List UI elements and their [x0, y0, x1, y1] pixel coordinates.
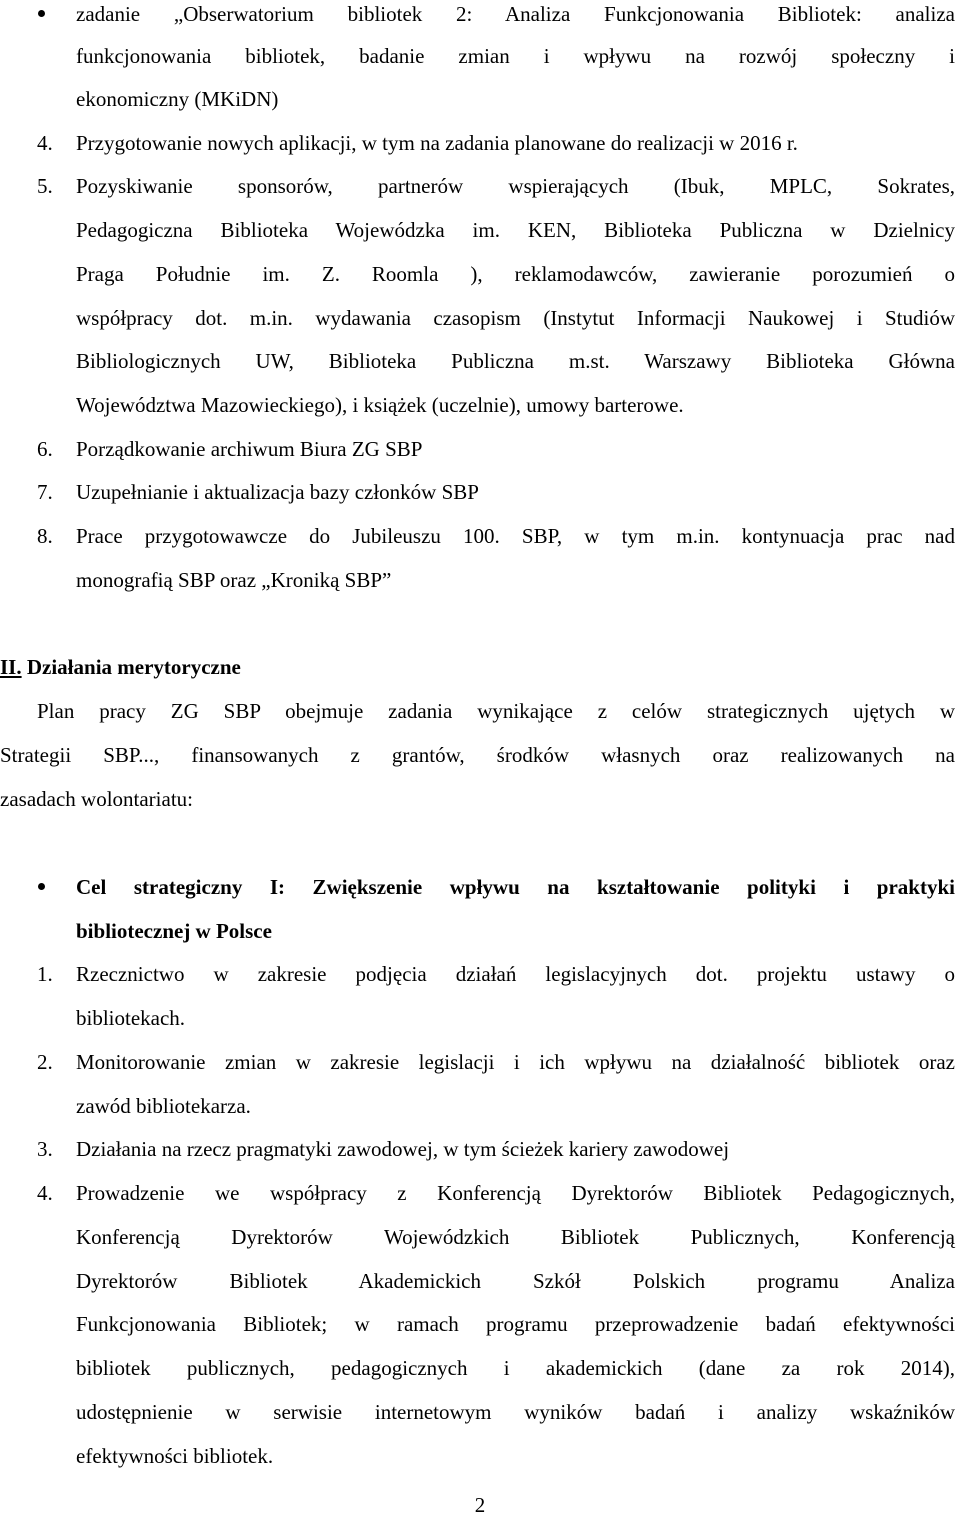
- text-line: efektywności bibliotek.: [76, 1444, 274, 1468]
- list-number: 4.: [37, 1181, 53, 1205]
- paragraph-line: zasadach wolontariatu:: [0, 787, 193, 811]
- text-line: funkcjonowania bibliotek, badanie zmian i wpływu na rozwój społeczny i: [76, 44, 955, 68]
- list-number: 7.: [37, 480, 53, 504]
- text-line: Pozyskiwanie sponsorów, partnerów wspierających (Ibuk, MPLC, Sokrates,: [76, 174, 955, 198]
- text-line: bibliotekach.: [76, 1006, 186, 1030]
- paragraph-line: Strategii SBP..., finansowanych z grantów, środków własnych oraz realizowanych na: [0, 743, 955, 767]
- text-line: Prace przygotowawcze do Jubileuszu 100. SBP, w tym m.in. kontynuacja prac nad: [76, 524, 955, 548]
- text-line: Pedagogiczna Biblioteka Wojewódzka im. KEN, Biblioteka Publiczna w Dzielnicy: [76, 218, 955, 242]
- bullet-icon: [38, 10, 45, 17]
- text-line: Działania na rzecz pragmatyki zawodowej, w tym ścieżek kariery zawodowej: [76, 1137, 730, 1161]
- text-line: monografią SBP oraz „Kroniką SBP”: [76, 568, 392, 592]
- text-line: Rzecznictwo w zakresie podjęcia działań legislacyjnych dot. projektu ustawy o: [76, 962, 955, 986]
- text-line: Monitorowanie zmian w zakresie legislacji i ich wpływu na działalność bibliotek oraz: [76, 1050, 955, 1074]
- list-number: 6.: [37, 437, 53, 461]
- list-number: 4.: [37, 131, 53, 155]
- list-number: 8.: [37, 524, 53, 548]
- list-number: 5.: [37, 174, 53, 198]
- paragraph-line: Plan pracy ZG SBP obejmuje zadania wynikające z celów strategicznych ujętych w: [37, 699, 955, 723]
- text-line: zawód bibliotekarza.: [76, 1094, 251, 1118]
- text-line: Bibliologicznych UW, Biblioteka Publiczna m.st. Warszawy Biblioteka Główna: [76, 349, 955, 373]
- text-line: Prowadzenie we współpracy z Konferencją Dyrektorów Bibliotek Pedagogicznych,: [76, 1181, 955, 1205]
- text-line: Funkcjonowania Bibliotek; w ramach programu przeprowadzenie badań efektywności: [76, 1312, 955, 1336]
- section-heading: [0, 652, 241, 682]
- list-number: 1.: [37, 962, 53, 986]
- section-number: II.: [0, 655, 22, 679]
- goal-heading: bibliotecznej w Polsce: [76, 919, 272, 943]
- text-line: Konferencją Dyrektorów Wojewódzkich Bibliotek Publicznych, Konferencją: [76, 1225, 955, 1249]
- text-line: Przygotowanie nowych aplikacji, w tym na zadania planowane do realizacji w 2016 r.: [76, 131, 798, 155]
- text-line: zadanie „Obserwatorium bibliotek 2: Analiza Funkcjonowania Bibliotek: analiza: [76, 2, 955, 26]
- text-line: Praga Południe im. Z. Roomla ), reklamodawców, zawieranie porozumień o: [76, 262, 955, 286]
- text-line: Województwa Mazowieckiego), i książek (uczelnie), umowy barterowe.: [76, 393, 684, 417]
- text-line: ekonomiczny (MKiDN): [76, 87, 279, 111]
- bullet-icon: [38, 883, 45, 890]
- text-line: współpracy dot. m.in. wydawania czasopism (Instytut Informacji Naukowej i Studiów: [76, 306, 955, 330]
- list-number: 2.: [37, 1050, 53, 1074]
- text-line: Dyrektorów Bibliotek Akademickich Szkół Polskich programu Analiza: [76, 1269, 955, 1293]
- text-line: Porządkowanie archiwum Biura ZG SBP: [76, 437, 423, 461]
- text-line: bibliotek publicznych, pedagogicznych i akademickich (dane za rok 2014),: [76, 1356, 955, 1380]
- page-number: 2: [474, 1493, 486, 1517]
- section-title: Działania merytoryczne: [21, 655, 241, 679]
- text-line: udostępnienie w serwisie internetowym wyników badań i analizy wskaźników: [76, 1400, 955, 1424]
- goal-heading: Cel strategiczny I: Zwiększenie wpływu na kształtowanie polityki i praktyki: [76, 875, 955, 899]
- text-line: Uzupełnianie i aktualizacja bazy członków SBP: [76, 480, 479, 504]
- list-number: 3.: [37, 1137, 53, 1161]
